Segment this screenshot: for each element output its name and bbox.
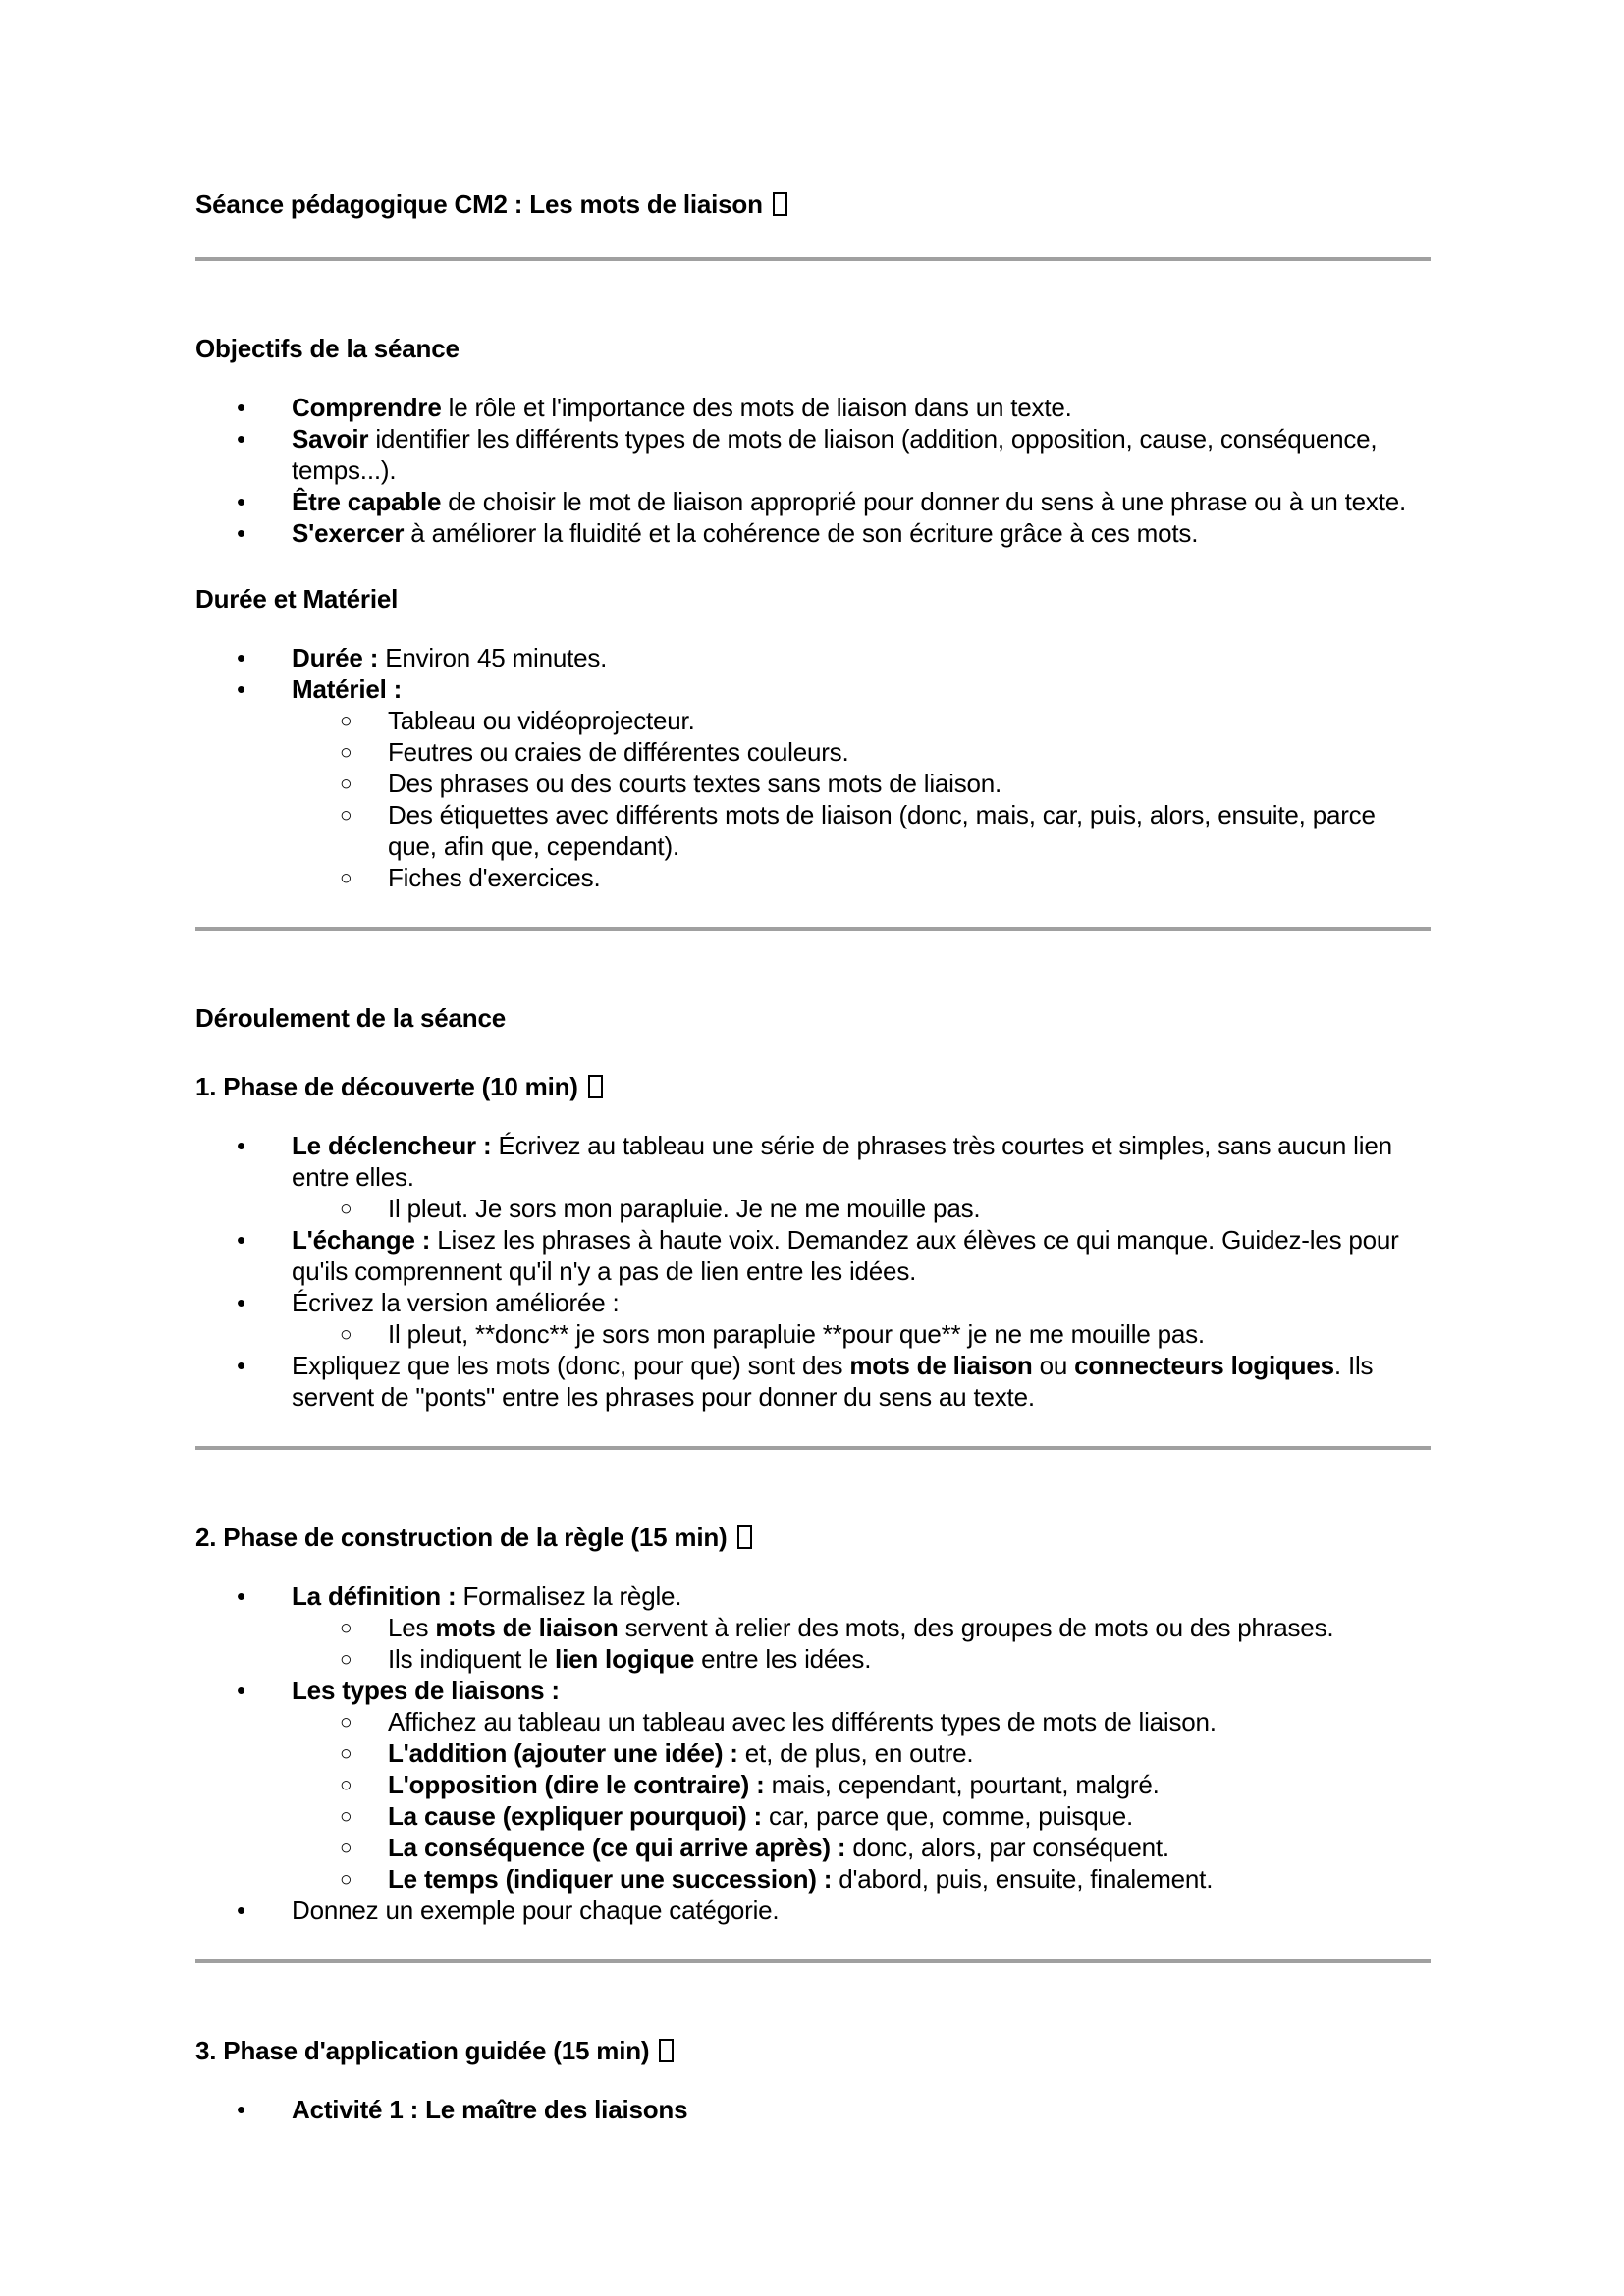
list-subitem (195, 1706, 1431, 1737)
section-heading (195, 2035, 1431, 2066)
text-run: L'opposition (dire le contraire) : (388, 1770, 765, 1799)
text-run: Durée : (292, 643, 379, 672)
section-heading (195, 583, 1431, 614)
text-run: 2. Phase de construction de la règle (15 min) (195, 1522, 734, 1552)
text-run: ou (1032, 1351, 1075, 1380)
text-run: donc, alors, par conséquent. (845, 1833, 1169, 1862)
list-subitem (195, 1612, 1431, 1643)
text-run: Fiches d'exercices. (388, 863, 601, 892)
text-run: le rôle et l'importance des mots de liaison dans un texte. (441, 393, 1072, 422)
bulleted-list (195, 2094, 1431, 2125)
list-subitem (195, 1863, 1431, 1895)
text-run: La cause (expliquer pourquoi) : (388, 1801, 762, 1831)
text-run: Lisez les phrases à haute voix. Demandez aux élèves ce qui manque. Guidez-les pour qu'ils comprennent qu'il n'y a pas de lien entre les idées. (292, 1225, 1399, 1286)
text-run: 3. Phase d'application guidée (15 min) (195, 2036, 657, 2065)
bulleted-list (195, 1130, 1431, 1413)
text-run: servent à relier des mots, des groupes de mots ou des phrases. (618, 1613, 1334, 1642)
text-run: Affichez au tableau un tableau avec les différents types de mots de liaison. (388, 1707, 1217, 1736)
list-subitem (195, 862, 1431, 893)
text-run: de choisir le mot de liaison approprié pour donner du sens à une phrase ou à un texte. (441, 487, 1407, 516)
text-run: Ils indiquent le (388, 1644, 556, 1674)
section-heading (195, 333, 1431, 364)
bulleted-list (195, 392, 1431, 549)
list-item (195, 486, 1431, 517)
text-run: Expliquez que les mots (donc, pour que) sont des (292, 1351, 850, 1380)
horizontal-rule (195, 257, 1431, 261)
list-item (195, 423, 1431, 486)
list-subitem (195, 1193, 1431, 1224)
text-run: Activité 1 : Le maître des liaisons (292, 2095, 688, 2124)
text-run: Il pleut, **donc** je sors mon parapluie **pour que** je ne me mouille pas. (388, 1319, 1205, 1349)
list-item (195, 1580, 1431, 1612)
text-run: . Ils servent de "ponts" entre les phrases pour donner du sens au texte. (292, 1351, 1374, 1412)
text-run: entre les idées. (694, 1644, 872, 1674)
document-body (195, 188, 1431, 2125)
horizontal-rule (195, 1446, 1431, 1450)
list-item (195, 517, 1431, 549)
list-subitem (195, 1800, 1431, 1832)
list-subitem (195, 736, 1431, 768)
section-heading (195, 1002, 1431, 1034)
list-item (195, 1350, 1431, 1413)
text-run: identifier les différents types de mots de liaison (addition, opposition, cause, conséquence, temps...). (292, 424, 1378, 485)
list-item (195, 1130, 1431, 1193)
text-run: à améliorer la fluidité et la cohérence de son écriture grâce à ces mots. (404, 518, 1199, 548)
text-run: La définition : (292, 1581, 457, 1611)
list-item (195, 1895, 1431, 1926)
text-run: La conséquence (ce qui arrive après) : (388, 1833, 846, 1862)
list-subitem (195, 1737, 1431, 1769)
text-run: Les (388, 1613, 436, 1642)
list-item (195, 1287, 1431, 1318)
text-run: Être capable (292, 487, 442, 516)
text-run: Environ 45 minutes. (378, 643, 608, 672)
text-run: Il pleut. Je sors mon parapluie. Je ne me mouille pas. (388, 1194, 981, 1223)
section-heading (195, 1522, 1431, 1553)
missing-glyph-box (659, 2039, 674, 2062)
text-run: Écrivez la version améliorée : (292, 1288, 620, 1317)
text-run: Savoir (292, 424, 369, 454)
text-run: Les types de liaisons : (292, 1676, 560, 1705)
text-run: Matériel : (292, 674, 403, 704)
text-run: Comprendre (292, 393, 442, 422)
text-run: 1. Phase de découverte (10 min) (195, 1072, 585, 1101)
text-run: Tableau ou vidéoprojecteur. (388, 706, 695, 735)
text-run: Écrivez au tableau une série de phrases très courtes et simples, sans aucun lien entre elles. (292, 1131, 1392, 1192)
horizontal-rule (195, 1959, 1431, 1963)
text-run: mots de liaison (435, 1613, 619, 1642)
list-item (195, 1224, 1431, 1287)
text-run: d'abord, puis, ensuite, finalement. (832, 1864, 1214, 1894)
list-item (195, 673, 1431, 705)
list-item (195, 1675, 1431, 1706)
text-run: Des étiquettes avec différents mots de liaison (donc, mais, car, puis, alors, ensuite, parce que, afin que, cependant). (388, 800, 1376, 861)
text-run: lien logique (555, 1644, 695, 1674)
text-run: Des phrases ou des courts textes sans mots de liaison. (388, 769, 1002, 798)
text-run: Formalisez la règle. (456, 1581, 682, 1611)
list-subitem (195, 799, 1431, 862)
text-run: Feutres ou craies de différentes couleurs. (388, 737, 849, 767)
list-subitem (195, 1769, 1431, 1800)
text-run: mots de liaison (849, 1351, 1033, 1380)
text-run: Séance pédagogique CM2 : Les mots de liaison (195, 189, 770, 219)
text-run: et, de plus, en outre. (737, 1738, 974, 1768)
list-item (195, 392, 1431, 423)
text-run: Durée et Matériel (195, 584, 399, 614)
text-run: Donnez un exemple pour chaque catégorie. (292, 1896, 780, 1925)
missing-glyph-box (737, 1525, 752, 1549)
text-run: connecteurs logiques (1074, 1351, 1334, 1380)
text-run: car, parce que, comme, puisque. (761, 1801, 1133, 1831)
missing-glyph-box (773, 192, 787, 216)
list-subitem (195, 705, 1431, 736)
text-run: Le déclencheur : (292, 1131, 492, 1160)
missing-glyph-box (588, 1075, 603, 1098)
list-subitem (195, 768, 1431, 799)
list-subitem (195, 1832, 1431, 1863)
text-run: mais, cependant, pourtant, malgré. (764, 1770, 1160, 1799)
list-item (195, 2094, 1431, 2125)
section-heading (195, 1071, 1431, 1102)
list-subitem (195, 1643, 1431, 1675)
bulleted-list (195, 1580, 1431, 1926)
text-run: Objectifs de la séance (195, 334, 460, 363)
text-run: L'échange : (292, 1225, 431, 1255)
horizontal-rule (195, 927, 1431, 931)
text-run: S'exercer (292, 518, 405, 548)
text-run: L'addition (ajouter une idée) : (388, 1738, 738, 1768)
list-subitem (195, 1318, 1431, 1350)
text-run: Le temps (indiquer une succession) : (388, 1864, 833, 1894)
doc-title (195, 188, 1431, 220)
bulleted-list (195, 642, 1431, 893)
text-run: Déroulement de la séance (195, 1003, 506, 1033)
list-item (195, 642, 1431, 673)
